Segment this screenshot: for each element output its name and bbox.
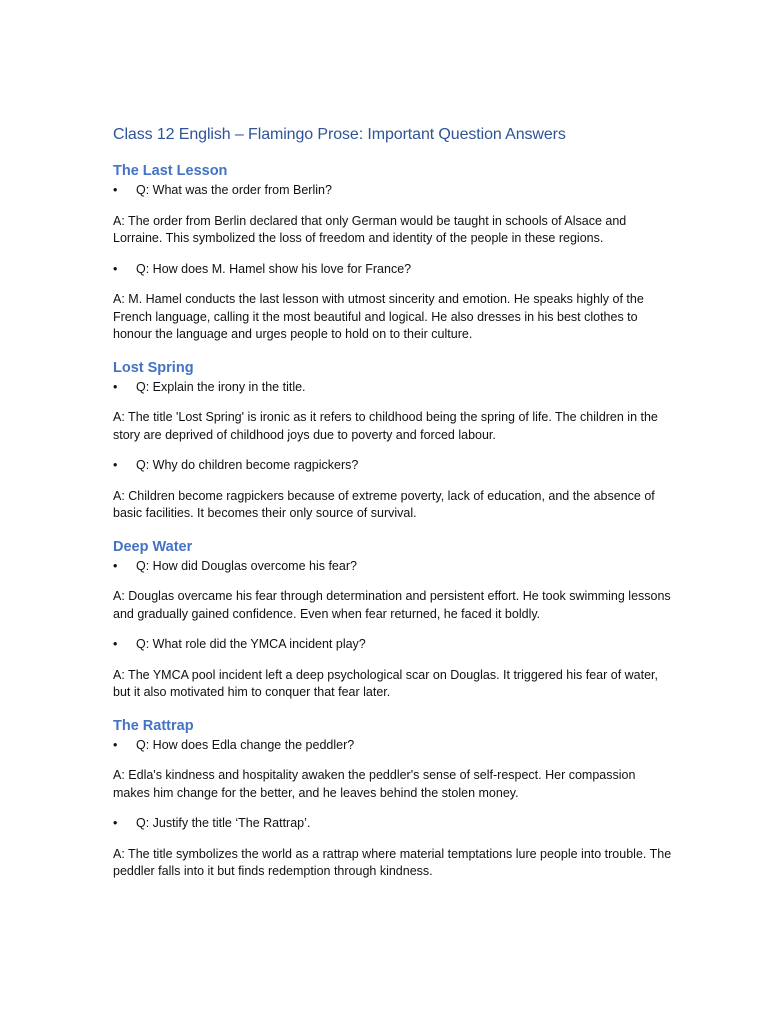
- section-heading: The Last Lesson: [113, 163, 228, 179]
- bullet-icon: •: [113, 816, 118, 830]
- question-text: Q: How does Edla change the peddler?: [136, 737, 355, 752]
- section-heading: Deep Water: [113, 538, 193, 555]
- section-the-last-lesson: [113, 161, 673, 344]
- bullet-icon: •: [113, 458, 118, 472]
- question-item: [113, 457, 673, 475]
- question-text: Q: What role did the YMCA incident play?: [136, 637, 366, 651]
- section-heading: The Rattrap: [113, 717, 194, 734]
- section-the-rattrap: [113, 716, 673, 881]
- bullet-icon: •: [113, 379, 118, 394]
- question-item: [113, 558, 673, 576]
- document-title: Class 12 English – Flamingo Prose: Important Question Answers: [113, 126, 566, 143]
- answer-text: A: The title symbolizes the world as a rattrap where material temptations lure people into trouble. The peddler falls into it but finds redemption through kindness.: [113, 846, 672, 878]
- question-item: [113, 182, 673, 200]
- question-item: [113, 636, 673, 654]
- question-text: Q: How did Douglas overcome his fear?: [136, 558, 357, 573]
- question-text: Q: Why do children become ragpickers?: [136, 458, 359, 472]
- question-item: [113, 737, 673, 755]
- question-item: [113, 379, 673, 397]
- bullet-icon: •: [113, 737, 118, 752]
- section-lost-spring: [113, 358, 673, 523]
- answer-text: A: The title 'Lost Spring' is ironic as it refers to childhood being the spring of life. The children in the story are deprived of childhood joys due to poverty and forced labour.: [113, 410, 658, 442]
- answer-text: A: M. Hamel conducts the last lesson with utmost sincerity and emotion. He speaks highly of the French language, calling it the most beautiful and logical. He also dresses in his best clothes to honour the language and urges people to hold on to their culture.: [113, 292, 644, 341]
- answer-text: A: Edla's kindness and hospitality awaken the peddler's sense of self-respect. Her compassion makes him change for the better, and he leaves behind the stolen money.: [113, 768, 636, 800]
- answer-text: A: The order from Berlin declared that only German would be taught in schools of Alsace and Lorraine. This symbolized the loss of freedom and identity of the people in these regions.: [113, 213, 627, 245]
- answer-text: A: Children become ragpickers because of extreme poverty, lack of education, and the absence of basic facilities. It becomes their only source of survival.: [113, 488, 655, 520]
- answer-text: A: The YMCA pool incident left a deep psychological scar on Douglas. It triggered his fear of water, but it also motivated him to conquer that fear later.: [113, 667, 658, 699]
- question-text: Q: How does M. Hamel show his love for France?: [136, 261, 412, 276]
- bullet-icon: •: [113, 558, 118, 573]
- question-item: [113, 815, 673, 833]
- question-text: Q: Explain the irony in the title.: [136, 379, 306, 394]
- answer-text: A: Douglas overcame his fear through determination and persistent effort. He took swimming lessons and gradually gained confidence. Even when fear returned, he faced it boldly.: [113, 589, 671, 621]
- question-item: [113, 261, 673, 279]
- bullet-icon: •: [113, 183, 118, 197]
- question-text: Q: What was the order from Berlin?: [136, 183, 332, 197]
- bullet-icon: •: [113, 261, 118, 276]
- question-text: Q: Justify the title ‘The Rattrap’.: [136, 816, 311, 830]
- document-page: [113, 124, 673, 895]
- section-heading: Lost Spring: [113, 359, 194, 376]
- section-deep-water: [113, 537, 673, 702]
- bullet-icon: •: [113, 637, 118, 651]
